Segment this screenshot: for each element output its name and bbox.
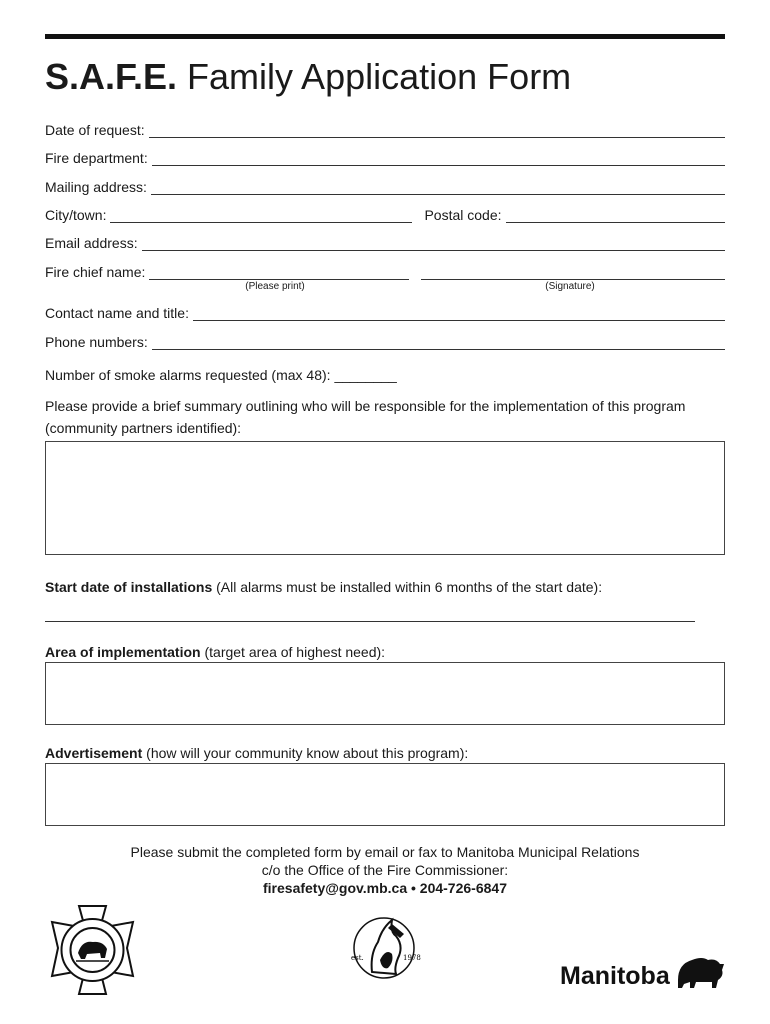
burn-fund-est: est. [351,954,364,962]
fire-department-row [45,148,725,166]
phone-numbers-label: Phone numbers: [45,334,148,350]
page-title [45,56,571,98]
start-date-field[interactable] [45,607,695,622]
date-of-request-label: Date of request: [45,122,145,138]
fire-department-field[interactable] [152,151,725,166]
contact-name-label: Contact name and title: [45,305,189,321]
title-acronym: S.A.F.E. [45,56,178,97]
footer-line-2: c/o the Office of the Fire Commissioner: [261,862,509,878]
mailing-address-label: Mailing address: [45,179,147,195]
smoke-alarms-label[interactable]: Number of smoke alarms requested (max 48): ________ [45,367,397,383]
top-rule [45,34,725,39]
contact-row [45,303,725,321]
manitoba-logo [558,950,728,992]
email-address-row [45,233,725,251]
city-postal-row [45,205,725,223]
smoke-alarms-row [45,365,725,383]
please-print-caption: (Please print) [245,281,305,292]
advertisement-bold: Advertisement [45,745,143,761]
advertisement-textarea[interactable] [45,763,725,826]
date-of-request-row [45,120,725,138]
title-text: Family Application Form [187,56,572,97]
fire-chief-signature-field[interactable] [421,265,725,280]
email-address-field[interactable] [142,236,725,251]
fire-chief-row [45,262,725,280]
submit-instructions [0,843,770,897]
email-address-label: Email address: [45,235,138,251]
advertisement-text: (how will your community know about this program): [142,745,469,761]
phone-numbers-field[interactable] [152,335,725,350]
phone-row [45,332,725,350]
advertisement-prompt [45,742,735,764]
start-date-text: (All alarms must be installed within 6 months of the start date): [212,579,603,595]
fire-commissioner-logo [45,900,140,1000]
manitoba-wordmark: Manitoba [560,962,670,990]
contact-name-field[interactable] [193,306,725,321]
fire-chief-label: Fire chief name: [45,264,146,280]
signature-caption: (Signature) [545,281,595,292]
fire-department-label: Fire department: [45,150,148,166]
city-town-label: City/town: [45,207,107,223]
area-bold: Area of implementation [45,644,201,660]
summary-prompt: Please provide a brief summary outlining who will be responsible for the implementation of this program (community partners identified): [45,398,686,436]
date-of-request-field[interactable] [149,123,725,138]
mailing-address-row [45,177,725,195]
mailing-address-field[interactable] [151,180,725,195]
city-town-field[interactable] [110,208,412,223]
burn-fund-logo [334,898,434,998]
postal-code-field[interactable] [506,208,725,223]
postal-code-label: Postal code: [424,207,502,223]
summary-textarea[interactable] [45,441,725,555]
start-date-prompt [45,576,735,598]
footer-contact[interactable]: firesafety@gov.mb.ca • 204-726-6847 [263,880,507,896]
fire-chief-name-field[interactable] [149,265,409,280]
area-text: (target area of highest need): [200,644,386,660]
footer-line-1: Please submit the completed form by email or fax to Manitoba Municipal Relations [130,844,640,860]
start-date-bold: Start date of installations [45,579,213,595]
area-textarea[interactable] [45,662,725,725]
burn-fund-year: 1978 [403,954,421,962]
area-prompt [45,641,735,663]
